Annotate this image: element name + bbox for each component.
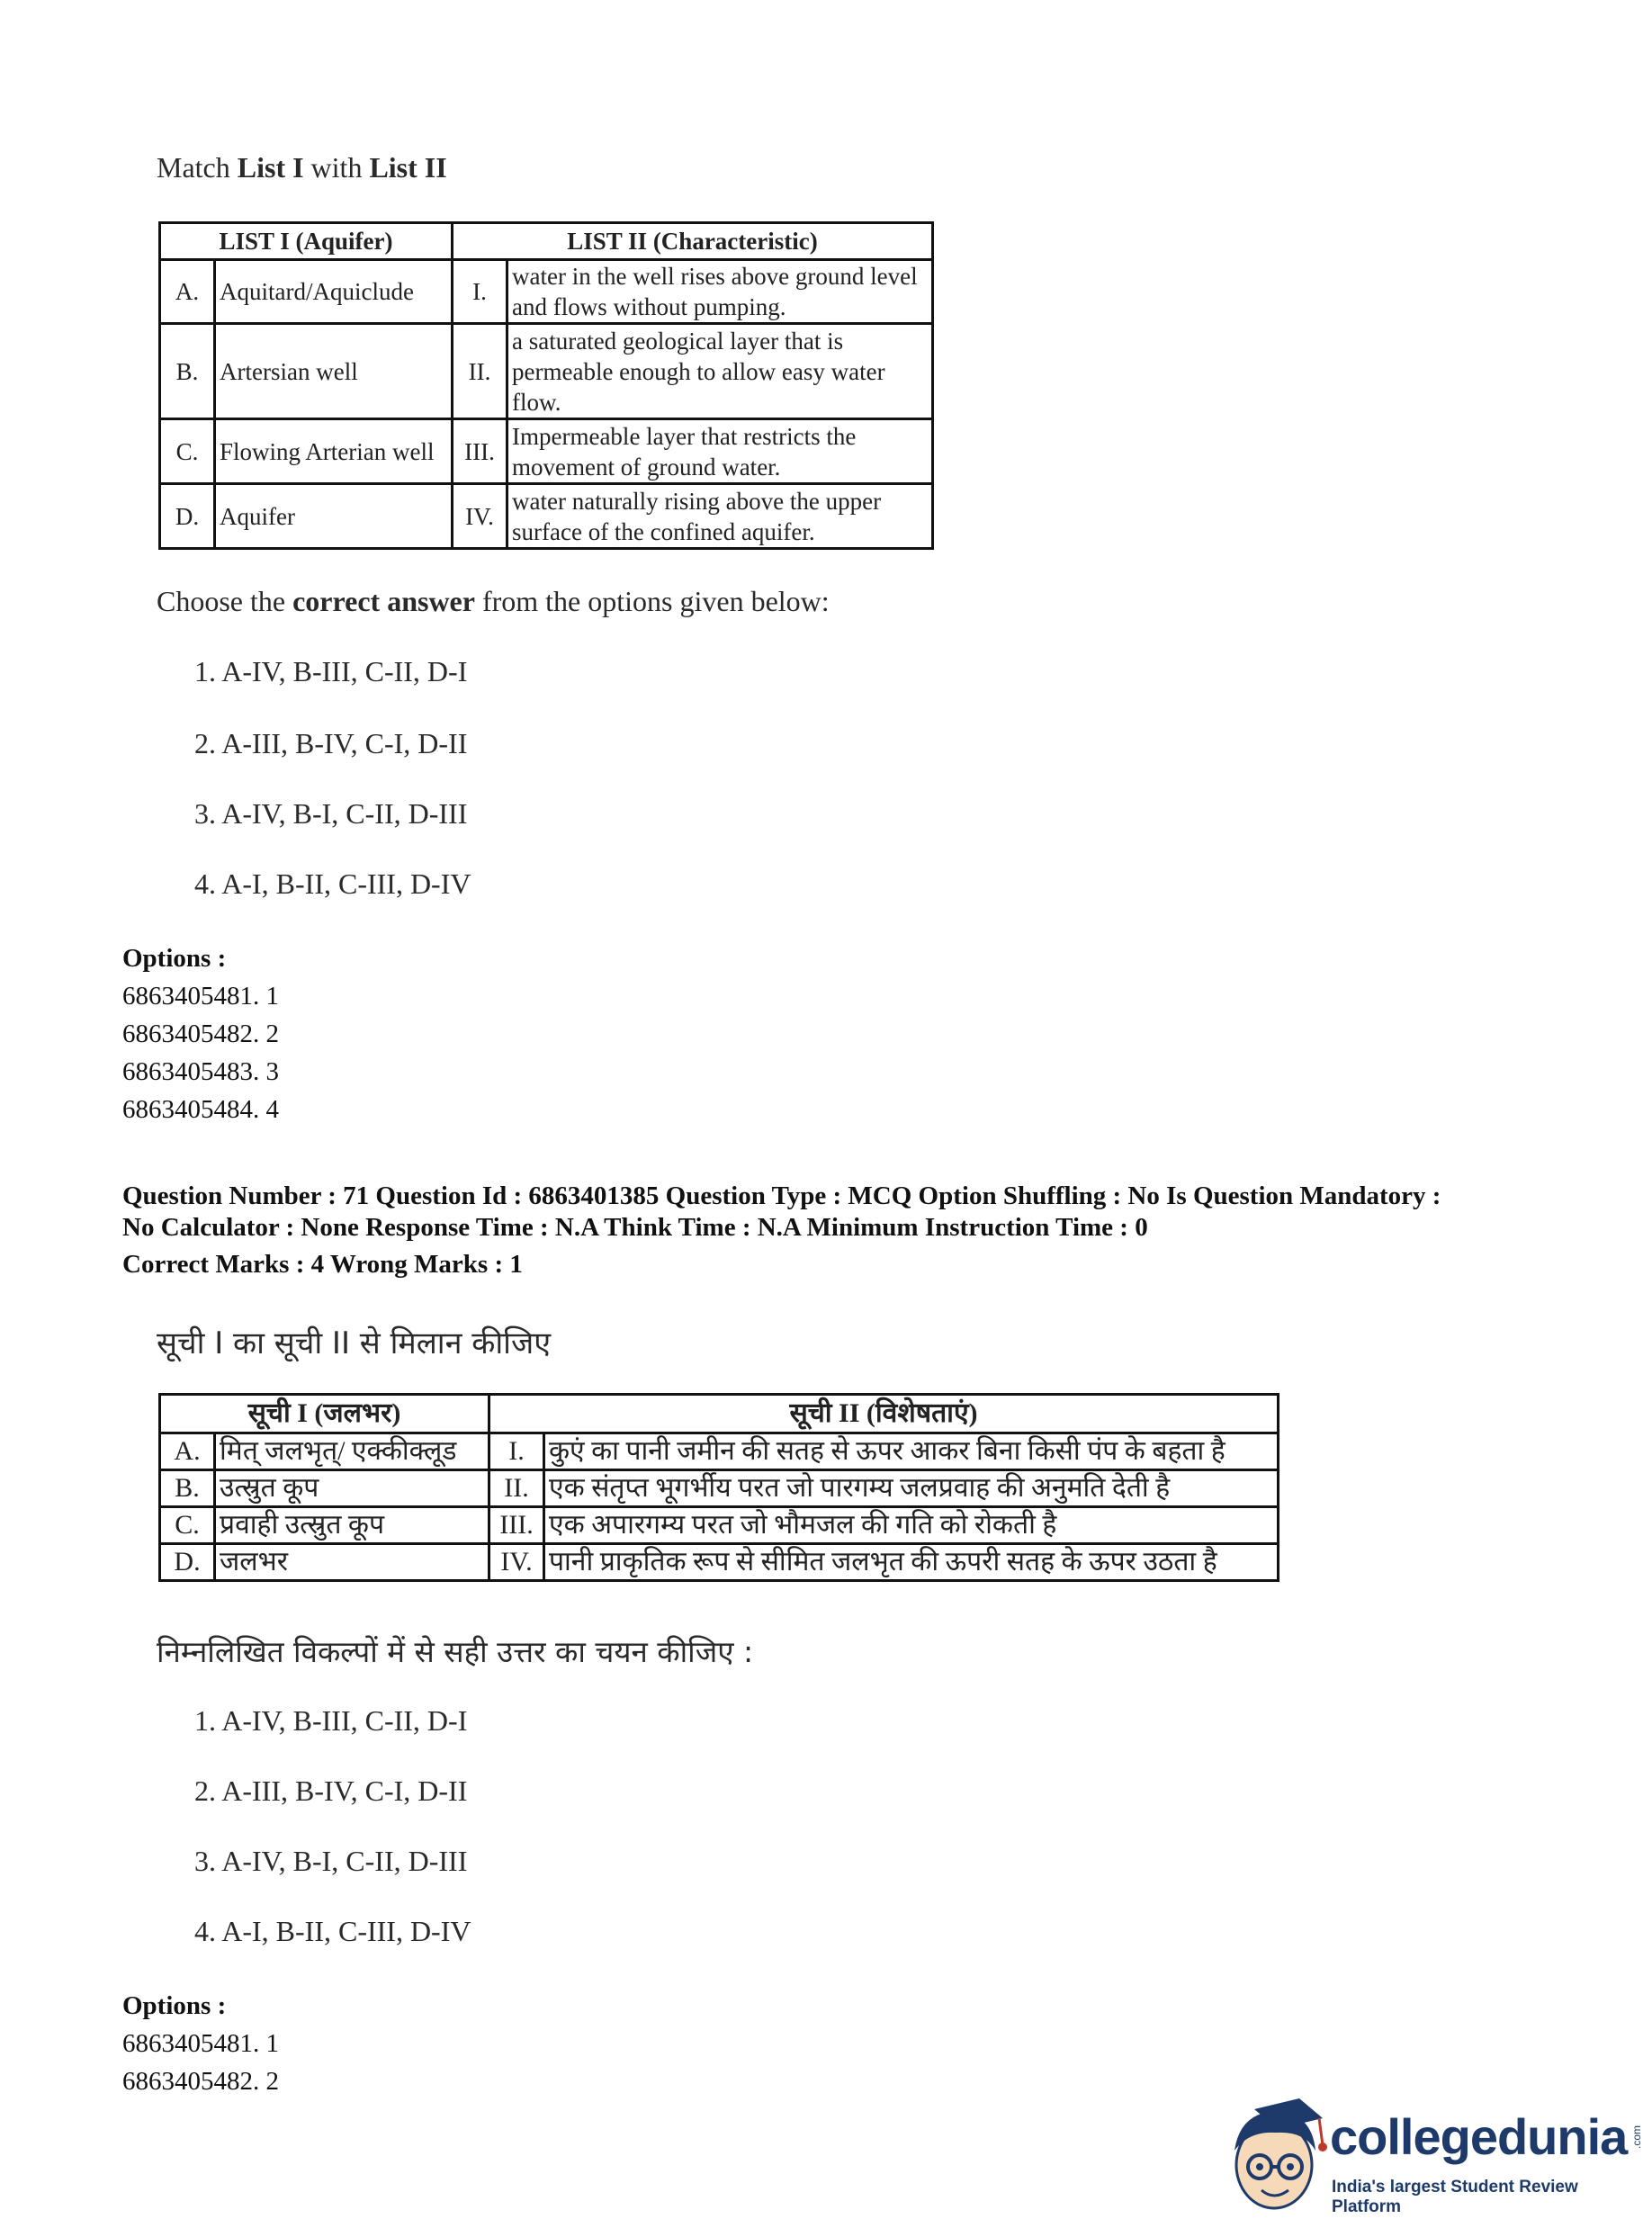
options-header: Options :	[122, 944, 227, 973]
row-letter: C.	[160, 419, 215, 484]
q71-marks: Correct Marks : 4 Wrong Marks : 1	[122, 1250, 523, 1279]
q1-instruction: Match List I with List II	[157, 151, 447, 184]
option-id-1: 6863405481. 1	[122, 982, 279, 1011]
q1-choice-2: 2. A-III, B-IV, C-I, D-II	[194, 727, 468, 759]
row-characteristic: water naturally rising above the upper surface of the confined aquifer.	[507, 484, 933, 549]
options-header: Options :	[122, 1991, 227, 2020]
row-roman: IV.	[489, 1544, 544, 1581]
collegedunia-logo	[1222, 2095, 1645, 2221]
row-letter: D.	[160, 484, 215, 549]
table-row	[160, 324, 933, 419]
row-letter: A.	[160, 1433, 215, 1470]
row-characteristic: कुएं का पानी जमीन की सतह से ऊपर आकर बिना किसी पंप के बहता है	[544, 1433, 1279, 1470]
q1-choose-instruction: Choose the correct answer from the options given below:	[157, 585, 830, 617]
option-id-4: 6863405484. 4	[122, 1095, 279, 1124]
q1-table-header	[160, 223, 933, 260]
row-roman: III.	[489, 1507, 544, 1544]
table-row	[160, 1470, 1279, 1507]
q71-instruction: सूची I का सूची II से मिलान कीजिए	[157, 1325, 552, 1361]
row-aquifer: मित् जलभृत्/ एक्कीक्लूड	[215, 1433, 489, 1470]
q1-header-list2: LIST II (Characteristic)	[453, 223, 933, 260]
row-characteristic: एक अपारगम्य परत जो भौमजल की गति को रोकती है	[544, 1507, 1279, 1544]
q71-match-table	[158, 1393, 1279, 1582]
row-roman: II.	[489, 1470, 544, 1507]
row-characteristic: पानी प्राकृतिक रूप से सीमित जलभृत की ऊपरी सतह के ऊपर उठता है	[544, 1544, 1279, 1581]
table-row	[160, 260, 933, 324]
q71-meta-line1: Question Number : 71 Question Id : 6863401385 Question Type : MCQ Option Shuffling : No Is Question Mandatory :	[122, 1181, 1441, 1210]
q1-choice-1: 1. A-IV, B-III, C-II, D-I	[194, 655, 468, 687]
row-letter: B.	[160, 324, 215, 419]
row-aquifer: Aquifer	[215, 484, 453, 549]
mascot-icon	[1222, 2095, 1330, 2221]
q71-choice-1: 1. A-IV, B-III, C-II, D-I	[194, 1704, 468, 1737]
logo-suffix: .com	[1630, 2125, 1644, 2150]
row-roman: II.	[453, 324, 507, 419]
table-row	[160, 1544, 1279, 1581]
q71-choose-instruction: निम्नलिखित विकल्पों में से सही उत्तर का चयन कीजिए :	[157, 1634, 754, 1669]
table-row	[160, 484, 933, 549]
q1-choice-3: 3. A-IV, B-I, C-II, D-III	[194, 797, 468, 830]
row-characteristic: a saturated geological layer that is permeable enough to allow easy water flow.	[507, 324, 933, 419]
option-id-1: 6863405481. 1	[122, 2029, 279, 2058]
row-aquifer: प्रवाही उत्स्रुत कूप	[215, 1507, 489, 1544]
row-aquifer: Flowing Arterian well	[215, 419, 453, 484]
q1-options	[122, 939, 279, 1128]
logo-brand: collegedunia	[1330, 2108, 1628, 2165]
row-letter: D.	[160, 1544, 215, 1581]
row-aquifer: उत्स्रुत कूप	[215, 1470, 489, 1507]
table-row	[160, 1433, 1279, 1470]
q71-options	[122, 1987, 279, 2100]
row-letter: A.	[160, 260, 215, 324]
option-id-3: 6863405483. 3	[122, 1057, 279, 1086]
option-id-2: 6863405482. 2	[122, 1020, 279, 1048]
q71-meta	[122, 1181, 1562, 1280]
table-row	[160, 1507, 1279, 1544]
row-characteristic: Impermeable layer that restricts the movement of ground water.	[507, 419, 933, 484]
row-aquifer: जलभर	[215, 1544, 489, 1581]
q71-meta-line2: No Calculator : None Response Time : N.A Think Time : N.A Minimum Instruction Time : 0	[122, 1213, 1148, 1242]
row-letter: C.	[160, 1507, 215, 1544]
q1-header-list1: LIST I (Aquifer)	[160, 223, 453, 260]
q71-header-list2: सूची II (विशेषताएं)	[489, 1395, 1279, 1433]
q71-choice-2: 2. A-III, B-IV, C-I, D-II	[194, 1774, 468, 1807]
row-characteristic: water in the well rises above ground level and flows without pumping.	[507, 260, 933, 324]
q71-choice-3: 3. A-IV, B-I, C-II, D-III	[194, 1845, 468, 1877]
q1-match-table	[158, 221, 934, 550]
row-aquifer: Aquitard/Aquiclude	[215, 260, 453, 324]
row-letter: B.	[160, 1470, 215, 1507]
q1-choice-4: 4. A-I, B-II, C-III, D-IV	[194, 867, 471, 900]
q71-choice-4: 4. A-I, B-II, C-III, D-IV	[194, 1915, 471, 1947]
q71-table-header	[160, 1395, 1279, 1433]
row-roman: I.	[489, 1433, 544, 1470]
row-roman: IV.	[453, 484, 507, 549]
table-row	[160, 419, 933, 484]
row-characteristic: एक संतृप्त भूगर्भीय परत जो पारगम्य जलप्रवाह की अनुमति देती है	[544, 1470, 1279, 1507]
logo-tagline: India's largest Student Review Platform	[1332, 2178, 1578, 2216]
row-aquifer: Artersian well	[215, 324, 453, 419]
q71-header-list1: सूची I (जलभर)	[160, 1395, 489, 1433]
row-roman: I.	[453, 260, 507, 324]
option-id-2: 6863405482. 2	[122, 2067, 279, 2096]
row-roman: III.	[453, 419, 507, 484]
